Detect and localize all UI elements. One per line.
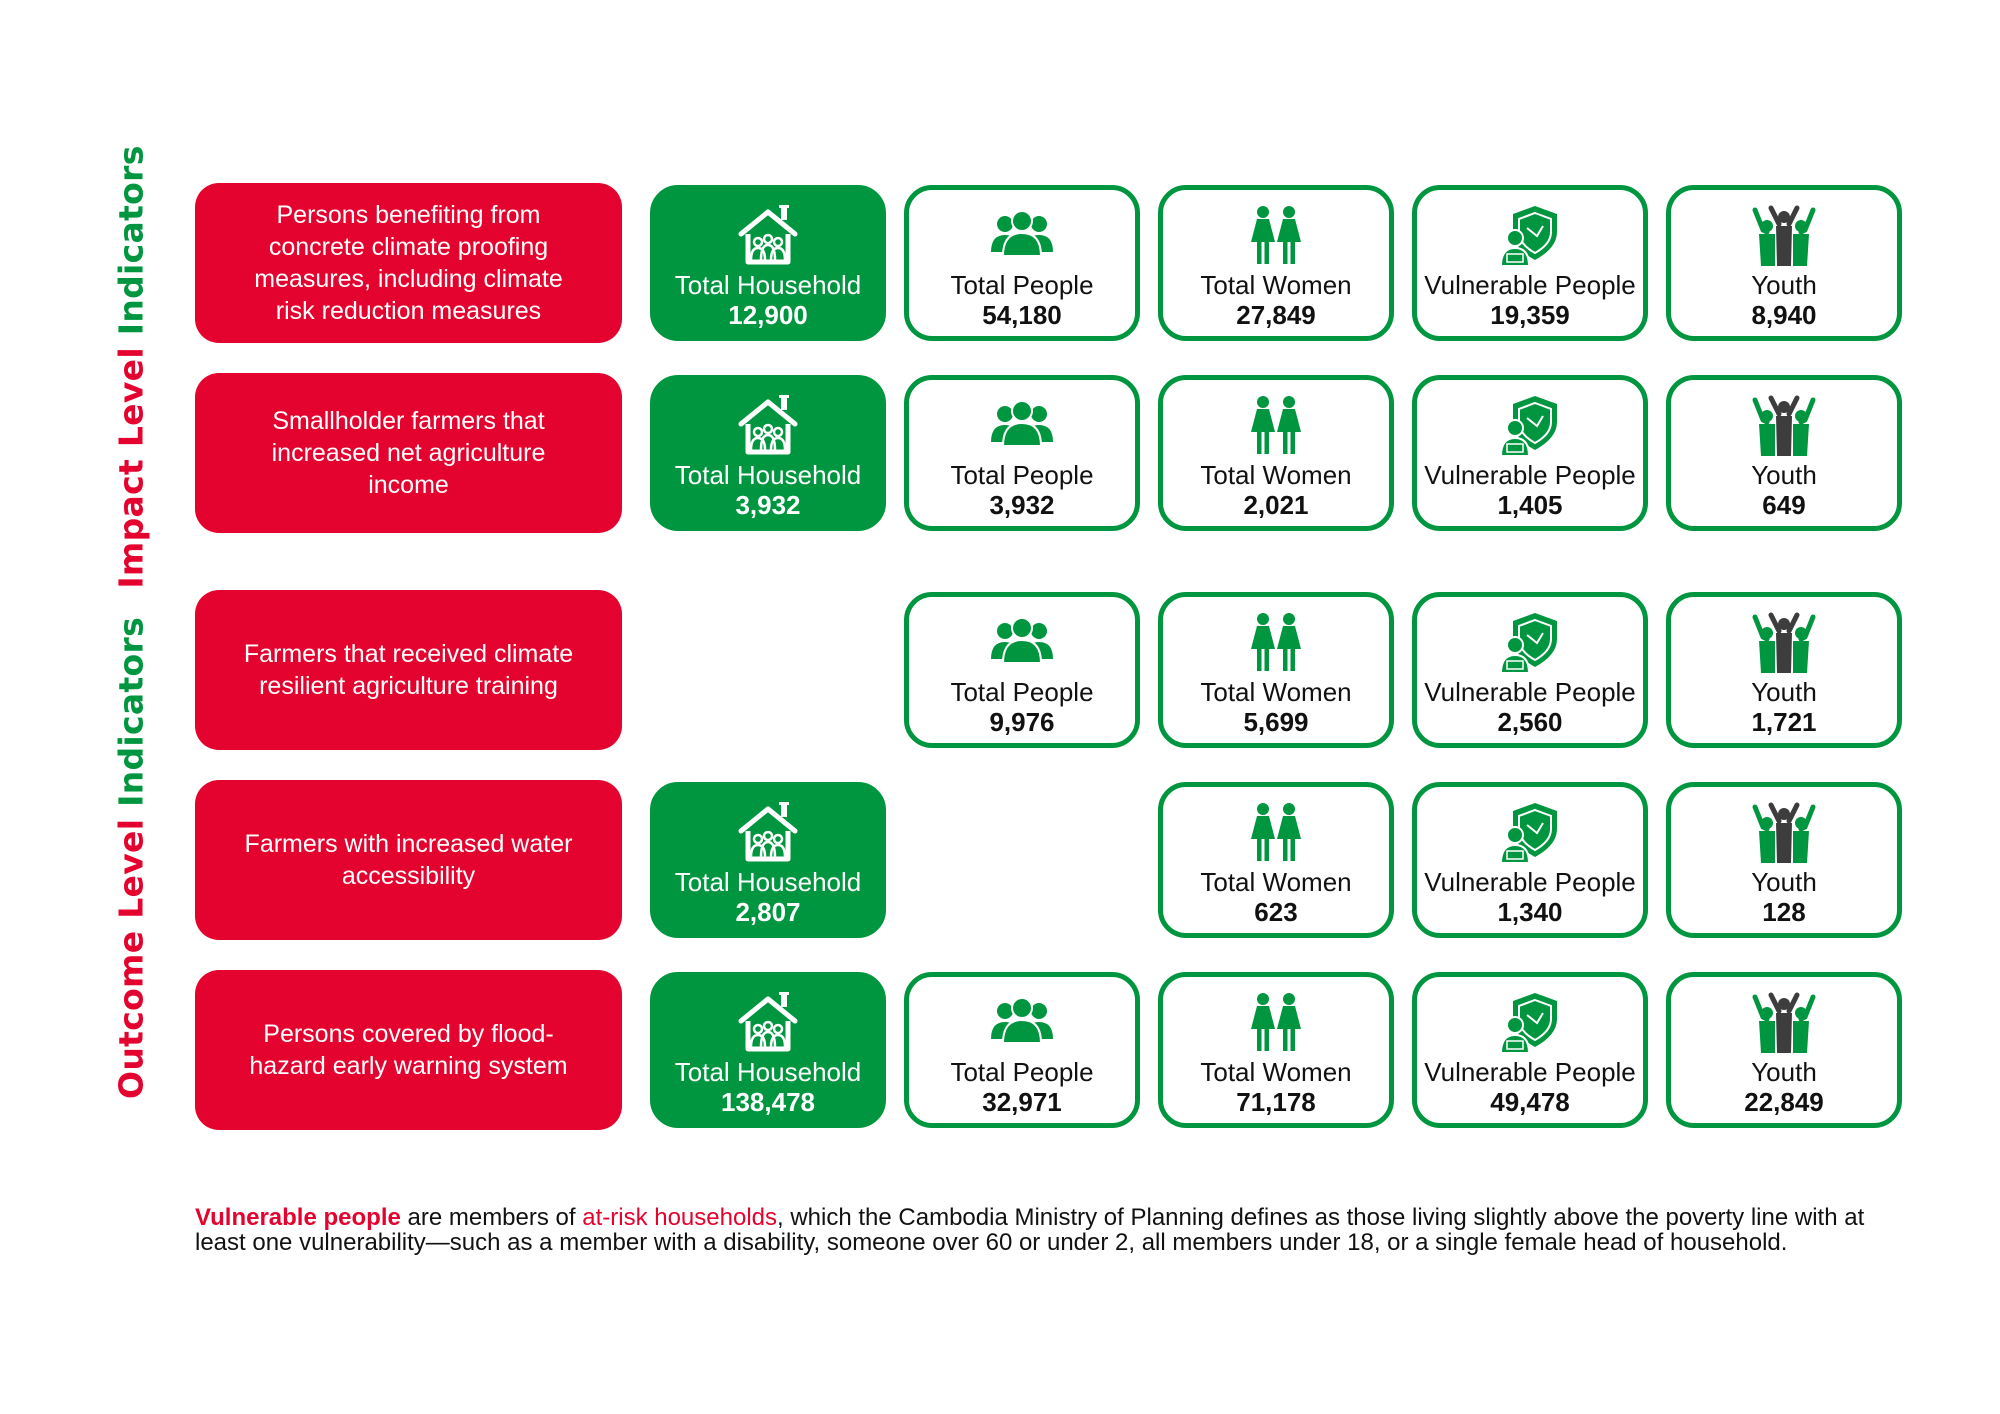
people-card: Total People 3,932: [904, 375, 1140, 531]
youth-card: Youth 128: [1666, 782, 1902, 938]
vulnerable-card: Vulnerable People 1,405: [1412, 375, 1648, 531]
people-card: Total People 9,976: [904, 592, 1140, 748]
women-card: Total Women 623: [1158, 782, 1394, 938]
footnote: Vulnerable people are members of at-risk households, which the Cambodia Ministry of Planning defines as those living slightly above the poverty line with at least one vulnerability—such as a member with a disability, someone over 60 or under 2, all members under 18, or a single female head of household.: [195, 1204, 1865, 1256]
women-pair-icon: [1243, 991, 1309, 1055]
indicator-label: Smallholder farmers that increased net agriculture income: [195, 373, 622, 533]
vulnerable-card: Vulnerable People 49,478: [1412, 972, 1648, 1128]
women-pair-icon: [1243, 204, 1309, 268]
vulnerable-card: Vulnerable People 19,359: [1412, 185, 1648, 341]
vulnerable-card: Vulnerable People 2,560: [1412, 592, 1648, 748]
shield-person-icon: [1497, 394, 1563, 458]
youth-card: Youth 1,721: [1666, 592, 1902, 748]
youth-cheering-icon: [1751, 204, 1817, 268]
women-card: Total Women 27,849: [1158, 185, 1394, 341]
house-family-icon: [735, 991, 801, 1055]
indicator-label: Farmers with increased water accessibility: [195, 780, 622, 940]
shield-person-icon: [1497, 611, 1563, 675]
shield-person-icon: [1497, 991, 1563, 1055]
youth-card: Youth 8,940: [1666, 185, 1902, 341]
household-card: Total Household 2,807: [650, 782, 886, 938]
people-card: Total People 32,971: [904, 972, 1140, 1128]
vulnerable-card: Vulnerable People 1,340: [1412, 782, 1648, 938]
household-card: Total Household 3,932: [650, 375, 886, 531]
outcome-section-label: Outcome Level Indicators: [111, 616, 151, 1100]
shield-person-icon: [1497, 801, 1563, 865]
people-group-icon: [989, 394, 1055, 458]
women-card: Total Women 2,021: [1158, 375, 1394, 531]
youth-cheering-icon: [1751, 991, 1817, 1055]
indicator-label: Persons benefiting from concrete climate proofing measures, including climate risk reduction measures: [195, 183, 622, 343]
youth-cheering-icon: [1751, 801, 1817, 865]
house-family-icon: [735, 801, 801, 865]
women-card: Total Women 5,699: [1158, 592, 1394, 748]
people-group-icon: [989, 991, 1055, 1055]
impact-section-label: Impact Level Indicators: [111, 145, 151, 589]
indicator-label: Persons covered by flood-hazard early warning system: [195, 970, 622, 1130]
people-group-icon: [989, 611, 1055, 675]
youth-cheering-icon: [1751, 611, 1817, 675]
women-pair-icon: [1243, 394, 1309, 458]
women-card: Total Women 71,178: [1158, 972, 1394, 1128]
people-card: Total People 54,180: [904, 185, 1140, 341]
people-group-icon: [989, 204, 1055, 268]
youth-cheering-icon: [1751, 394, 1817, 458]
youth-card: Youth 22,849: [1666, 972, 1902, 1128]
household-card: Total Household 138,478: [650, 972, 886, 1128]
women-pair-icon: [1243, 801, 1309, 865]
house-family-icon: [735, 394, 801, 458]
indicator-label: Farmers that received climate resilient agriculture training: [195, 590, 622, 750]
shield-person-icon: [1497, 204, 1563, 268]
women-pair-icon: [1243, 611, 1309, 675]
household-card: Total Household 12,900: [650, 185, 886, 341]
house-family-icon: [735, 204, 801, 268]
youth-card: Youth 649: [1666, 375, 1902, 531]
